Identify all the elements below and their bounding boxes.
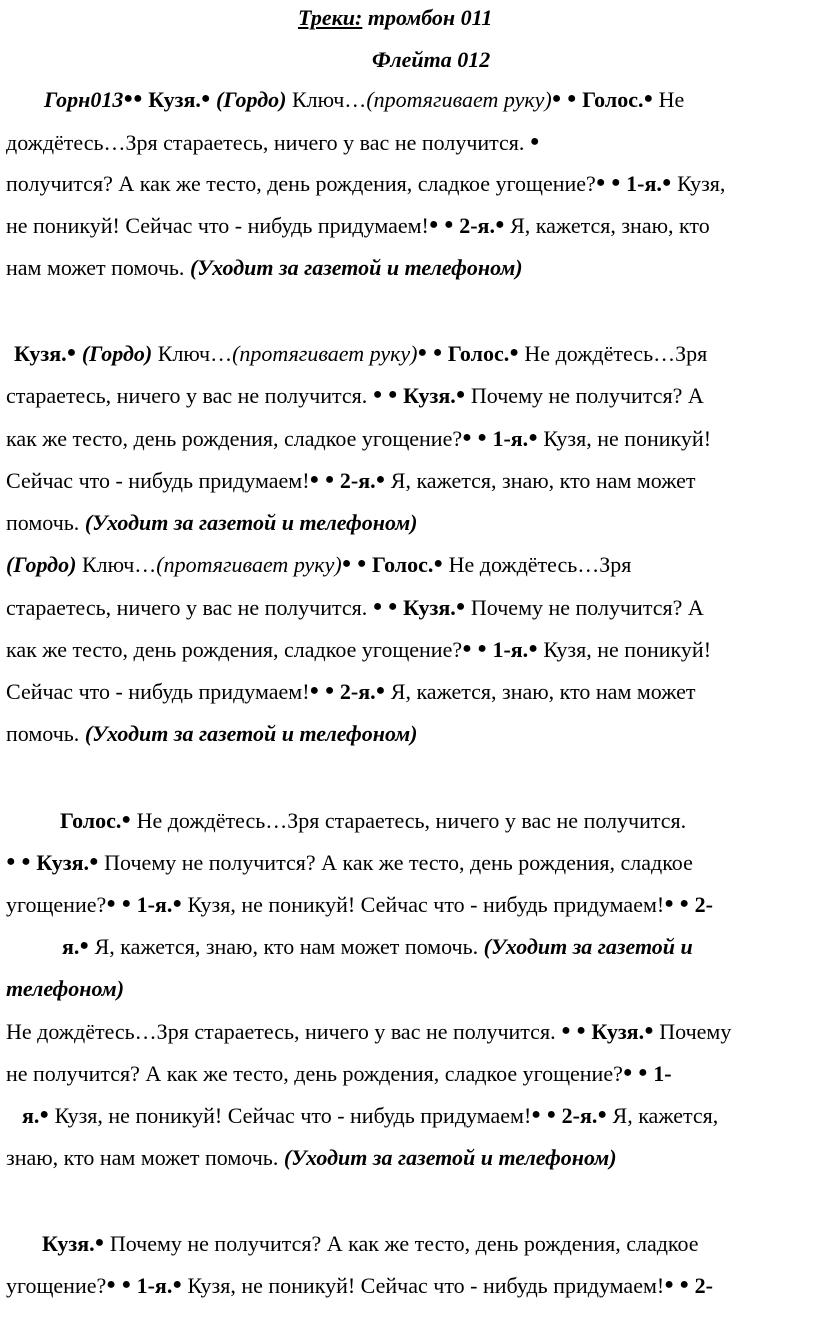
line-text: Сейчас что - нибудь придумаем! <box>6 468 310 493</box>
tracks-label: Треки: <box>298 5 363 30</box>
bullet-icon: ● <box>324 682 335 699</box>
block2-line9 <box>6 672 816 712</box>
line-text: Почему не получится? А <box>470 595 704 620</box>
line-text: Я, кажется, знаю, кто нам может <box>390 468 696 493</box>
block2-line3 <box>6 419 816 459</box>
tracks-line-1 <box>298 0 816 38</box>
bullet-icon: ● <box>6 853 16 870</box>
bullet-icon: ● <box>551 90 562 107</box>
line-text: помочь. <box>6 721 80 746</box>
block2-line2 <box>6 376 816 416</box>
speaker-second: 2- <box>694 892 713 917</box>
bullet-icon: ● <box>372 598 383 615</box>
speaker-first: я. <box>22 1103 40 1128</box>
line-text: Не дождётесь…Зря стараетесь, ничего у вас не получится. <box>136 808 687 833</box>
speaker-first: 1-я. <box>492 426 529 451</box>
track-flute: Флейта 012 <box>372 47 491 72</box>
bullet-icon: ● <box>324 471 335 488</box>
speaker-kuzya: Кузя. <box>42 1231 95 1256</box>
bullet-icon: ● <box>172 895 183 912</box>
line-text: помочь. <box>6 510 80 535</box>
bullet-icon: ● <box>528 640 538 657</box>
speaker-second: 2-я. <box>459 213 495 238</box>
block1-line4 <box>6 206 816 246</box>
bullet-icon: ● <box>494 216 505 233</box>
line-text: как же тесто, день рождения, сладкое угощение? <box>6 426 463 451</box>
line-text: Ключ… <box>81 552 157 577</box>
speaker-kuzya: Кузя. <box>148 87 201 112</box>
stage-direction: (Уходит за газетой и телефоном) <box>84 510 418 535</box>
bullet-icon: ● <box>546 1106 557 1123</box>
bullet-icon: ● <box>566 90 577 107</box>
line-text: не получится? А как же тесто, день рождения, сладкое угощение? <box>6 1061 623 1086</box>
bullet-icon: ● <box>622 1064 633 1081</box>
block4-line2 <box>6 1266 816 1306</box>
line-text: Я, кажется, знаю, кто нам может помочь. <box>94 934 479 959</box>
speaker-kuzya: Кузя. <box>14 341 67 366</box>
speaker-second: 2- <box>694 1273 713 1298</box>
bullet-icon: ● <box>611 174 621 191</box>
bullet-icon: ● <box>372 386 383 403</box>
bullet-icon: ● <box>455 386 466 403</box>
line-text: стараетесь, ничего у вас не получится. <box>6 595 368 620</box>
bullet-icon: ● <box>597 1106 608 1123</box>
line-text: Не <box>658 87 685 112</box>
bullet-icon: ● <box>509 344 519 361</box>
block3-line6 <box>6 1012 816 1052</box>
line-text: стараетесь, ничего у вас не получится. <box>6 383 368 408</box>
speaker-voice: Голос. <box>582 87 644 112</box>
block3-line2 <box>6 843 816 883</box>
tracks-line-2 <box>372 40 816 80</box>
block2-line5 <box>6 503 816 543</box>
block2-line1 <box>14 334 816 374</box>
bullet-icon: ● <box>121 895 132 912</box>
block1-line3 <box>6 164 816 204</box>
stage-direction: (Уходит за газетой и телефоном) <box>189 255 523 280</box>
block3-line5 <box>6 969 816 1009</box>
stage-direction: (Гордо) <box>216 87 287 112</box>
bullet-icon: ● <box>455 598 466 615</box>
block2-line4 <box>6 461 816 501</box>
bullet-icon: ● <box>432 344 443 361</box>
bullet-icon: ● <box>106 895 116 912</box>
line-text: угощение? <box>6 1273 107 1298</box>
speaker-kuzya: Кузя. <box>36 850 89 875</box>
line-text: Почему не получится? А как же тесто, день рождения, сладкое <box>109 1231 699 1256</box>
speaker-first: 1- <box>653 1061 672 1086</box>
bullet-icon: ● <box>561 1022 571 1039</box>
line-text: Я, кажется, знаю, кто <box>510 213 710 238</box>
line-text: Не дождётесь…Зря стараетесь, ничего у вас не получится. <box>6 1019 556 1044</box>
bullet-icon: ● <box>356 555 367 572</box>
track-trombone: тромбон 011 <box>367 5 493 30</box>
block2-line10 <box>6 714 816 754</box>
line-text: Ключ… <box>291 87 367 112</box>
bullet-icon: ● <box>428 216 439 233</box>
bullet-icon: ● <box>89 853 99 870</box>
bullet-icon: ● <box>121 811 132 828</box>
speaker-kuzya: Кузя. <box>591 1019 645 1044</box>
bullet-icon: ● <box>664 895 674 912</box>
block3-line7 <box>6 1054 816 1094</box>
bullet-icon: ● <box>661 174 672 191</box>
bullet-icon: ● <box>529 133 540 150</box>
block2-line6 <box>6 545 816 585</box>
bullet-icon: ● <box>121 1276 132 1293</box>
bullet-icon: ● <box>309 471 320 488</box>
stage-direction: (Гордо) <box>81 341 153 366</box>
bullet-icon: ● <box>643 90 654 107</box>
block3-line4 <box>62 927 816 967</box>
speaker-first: 1-я. <box>136 892 173 917</box>
speaker-voice: Голос. <box>447 341 510 366</box>
bullet-icon: ● <box>679 1276 690 1293</box>
stage-direction: (Гордо) <box>6 552 77 577</box>
block3-line8 <box>22 1096 816 1136</box>
line-text: Я, кажется, <box>612 1103 719 1128</box>
bullet-icon: ● <box>477 429 487 446</box>
bullet-icon: ● <box>576 1022 586 1039</box>
speaker-second: 2-я. <box>339 468 376 493</box>
speaker-first: 1-я. <box>136 1273 173 1298</box>
bullet-icon: ● <box>133 90 143 107</box>
line-text: как же тесто, день рождения, сладкое угощение? <box>6 637 463 662</box>
speaker-second: я. <box>62 934 80 959</box>
stage-direction: (Уходит за газетой и телефоном) <box>283 1145 617 1170</box>
line-text: Я, кажется, знаю, кто нам может <box>390 679 696 704</box>
block4-line1 <box>42 1224 816 1264</box>
stage-direction: (протягивает руку) <box>156 552 342 577</box>
block1-line5 <box>6 248 816 288</box>
bullet-icon: ● <box>387 598 398 615</box>
bullet-icon: ● <box>433 555 444 572</box>
line-text: получится? А как же тесто, день рождения, сладкое угощение? <box>6 171 596 196</box>
bullet-icon: ● <box>387 386 398 403</box>
speaker-second: 2-я. <box>339 679 376 704</box>
bullet-icon: ● <box>462 429 472 446</box>
bullet-icon: ● <box>39 1106 50 1123</box>
bullet-icon: ● <box>375 471 386 488</box>
block2-line7 <box>6 588 816 628</box>
stage-direction: (протягивает руку) <box>232 341 418 366</box>
stage-direction: (Уходит за газетой и <box>483 934 693 959</box>
bullet-icon: ● <box>375 682 386 699</box>
block3-line3 <box>6 885 816 925</box>
line-text: дождётесь…Зря стараетесь, ничего у вас не получится. <box>6 130 525 155</box>
line-text: знаю, кто нам может помочь. <box>6 1145 279 1170</box>
bullet-icon: ● <box>531 1106 541 1123</box>
block1-line1 <box>44 80 816 120</box>
block3-line9 <box>6 1138 816 1178</box>
bullet-icon: ● <box>417 344 428 361</box>
stage-direction: телефоном) <box>6 976 125 1001</box>
line-text: Почему не получится? А <box>470 383 704 408</box>
horn-track: Горн013 <box>44 87 124 112</box>
bullet-icon: ● <box>66 344 77 361</box>
bullet-icon: ● <box>94 1234 105 1251</box>
line-text: Не дождётесь…Зря <box>524 341 708 366</box>
speaker-voice: Голос. <box>372 552 434 577</box>
line-text: Кузя, не поникуй! Сейчас что - нибудь придумаем! <box>54 1103 532 1128</box>
speaker-kuzya: Кузя. <box>403 595 456 620</box>
bullet-icon: ● <box>123 90 134 107</box>
bullet-icon: ● <box>664 1276 674 1293</box>
speaker-first: 1-я. <box>492 637 529 662</box>
bullet-icon: ● <box>21 853 31 870</box>
line-text: Кузя, не поникуй! Сейчас что - нибудь придумаем! <box>187 892 665 917</box>
bullet-icon: ● <box>595 174 606 191</box>
speaker-first: 1-я. <box>626 171 662 196</box>
bullet-icon: ● <box>172 1276 183 1293</box>
block3-line1 <box>60 801 816 841</box>
bullet-icon: ● <box>341 555 352 572</box>
bullet-icon: ● <box>79 937 90 954</box>
line-text: Кузя, <box>677 171 726 196</box>
bullet-icon: ● <box>200 90 211 107</box>
line-text: Почему <box>659 1019 732 1044</box>
bullet-icon: ● <box>477 640 487 657</box>
line-text: Ключ… <box>157 341 233 366</box>
bullet-icon: ● <box>444 216 454 233</box>
line-text: Не дождётесь…Зря <box>448 552 632 577</box>
stage-direction: (протягивает руку) <box>366 87 552 112</box>
bullet-icon: ● <box>679 895 690 912</box>
line-text: нам может помочь. <box>6 255 185 280</box>
line-text: угощение? <box>6 892 107 917</box>
bullet-icon: ● <box>462 640 472 657</box>
block2-line8 <box>6 630 816 670</box>
bullet-icon: ● <box>309 682 320 699</box>
block1-line2 <box>6 123 816 163</box>
line-text: Кузя, не поникуй! <box>543 637 712 662</box>
bullet-icon: ● <box>644 1022 654 1039</box>
line-text: Кузя, не поникуй! Сейчас что - нибудь придумаем! <box>187 1273 665 1298</box>
line-text: не поникуй! Сейчас что - нибудь придумаем! <box>6 213 429 238</box>
line-text: Кузя, не поникуй! <box>543 426 712 451</box>
line-text: Почему не получится? А как же тесто, день рождения, сладкое <box>104 850 693 875</box>
stage-direction: (Уходит за газетой и телефоном) <box>84 721 418 746</box>
bullet-icon: ● <box>638 1064 648 1081</box>
bullet-icon: ● <box>106 1276 116 1293</box>
line-text: Сейчас что - нибудь придумаем! <box>6 679 310 704</box>
speaker-kuzya: Кузя. <box>403 383 456 408</box>
bullet-icon: ● <box>528 429 538 446</box>
speaker-second: 2-я. <box>561 1103 598 1128</box>
speaker-voice: Голос. <box>60 808 122 833</box>
